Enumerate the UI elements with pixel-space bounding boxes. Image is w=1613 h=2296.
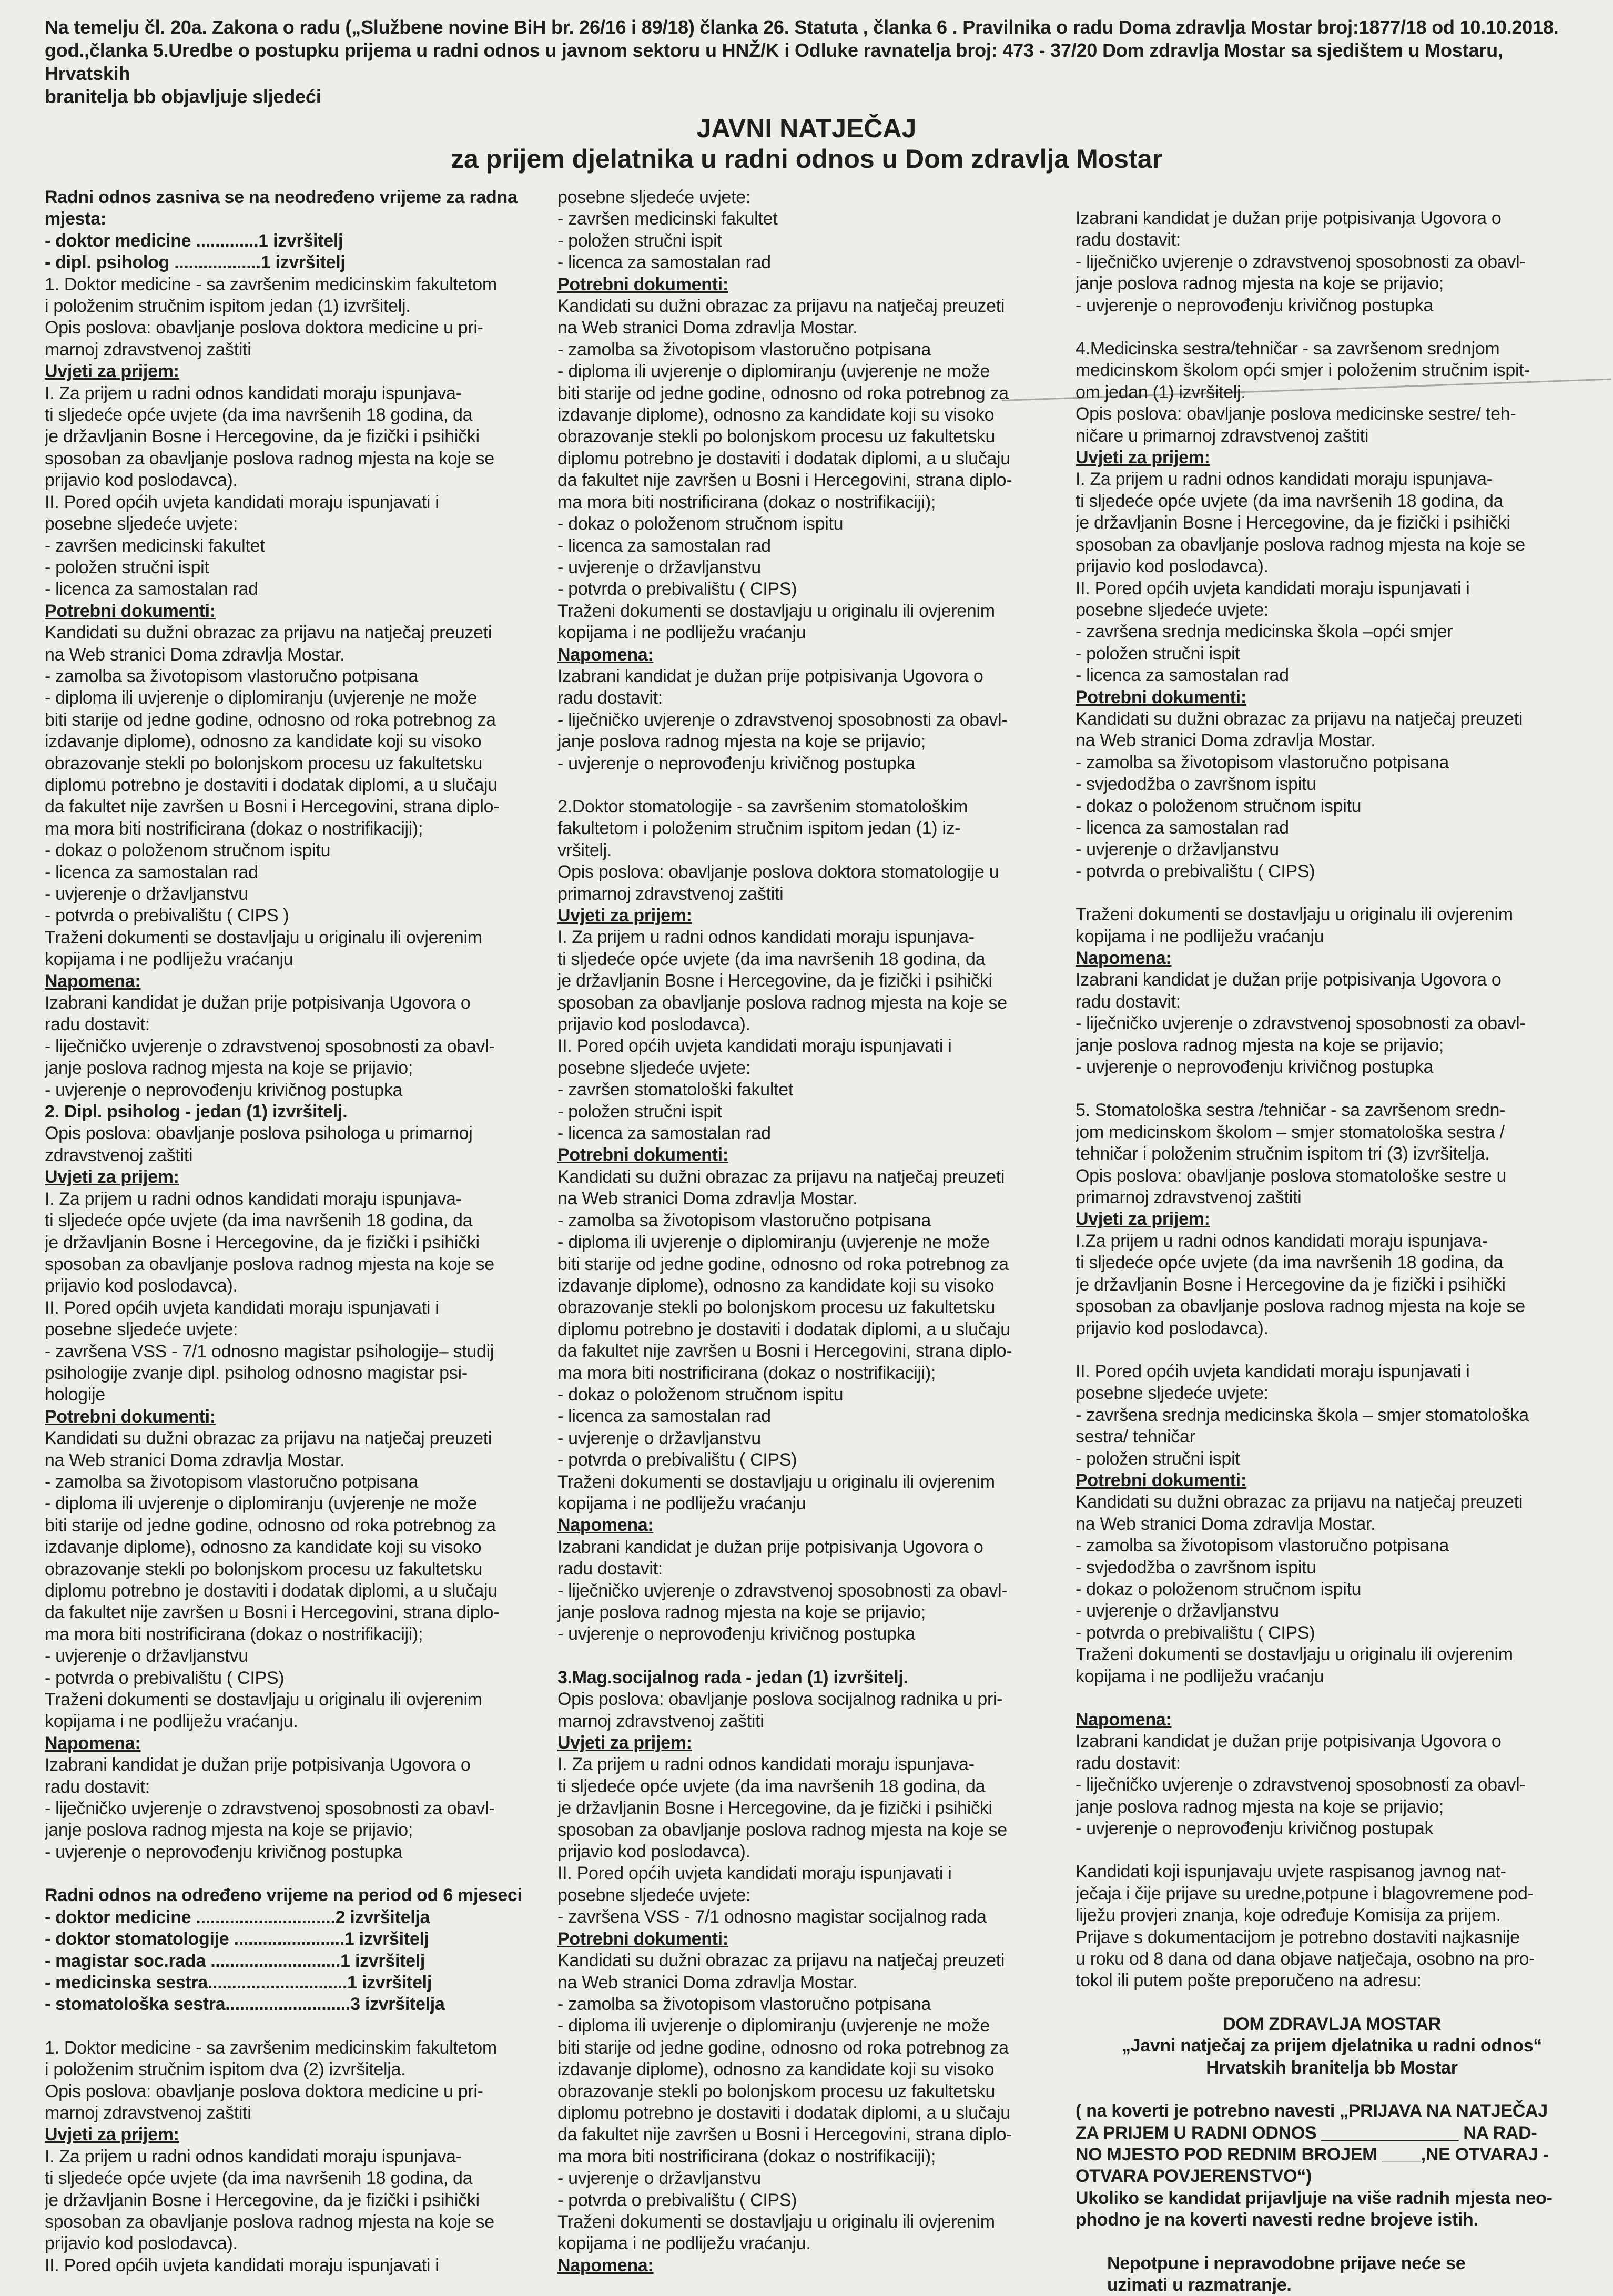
text-line: - zamolba sa životopisom vlastoručno potpisana	[557, 339, 931, 360]
text-line: II. Pored općih uvjeta kandidati moraju ispunjavati i	[45, 492, 439, 512]
text-line: - dokaz o položenom stručnom ispitu	[1076, 1579, 1362, 1599]
text-line: sposoban za obavljanje poslova radnog mjesta na koje se	[1076, 1296, 1525, 1317]
text-line: - uvjerenje o neprovođenju krivičnog postupka	[1076, 1057, 1434, 1078]
text-line: - diploma ili uvjerenje o diplomiranju (uvjerenje ne može	[557, 2016, 990, 2036]
section-heading: Napomena:	[557, 644, 654, 665]
text-line: ma mora biti nostrificirana (dokaz o nostrifikaciji);	[557, 2146, 936, 2167]
text-line: zdravstvenoj zaštiti	[45, 1145, 193, 1165]
text-line: - doktor medicine .............1 izvršitelj	[45, 230, 343, 251]
text-line: biti starije od jedne godine, odnosno od roka potrebnog za	[45, 709, 496, 730]
text-line: Opis poslova: obavljanje poslova doktora medicine u pri-	[45, 2081, 483, 2101]
text-line: Kandidati su dužni obrazac za prijavu na natječaj preuzeti	[557, 296, 1005, 317]
text-line: - položen stručni ispit	[1076, 1448, 1240, 1469]
text-line: obrazovanje stekli po bolonjskom procesu uz fakultetsku	[557, 2081, 996, 2101]
text-line: Radni odnos na određeno vrijeme na period od 6 mjeseci	[45, 1885, 522, 1906]
section-heading: Uvjeti za prijem:	[45, 2125, 179, 2145]
text-line: da fakultet nije završen u Bosni i Hercegovini, strana diplo-	[557, 470, 1012, 491]
text-line: primarnoj zdravstvenoj zaštiti	[1076, 1187, 1302, 1208]
text-line: diplomu potrebno je dostaviti i dodatak diplomi, a u slučaju	[557, 2102, 1010, 2123]
text-line: sposoban za obavljanje poslova radnog mjesta na koje se	[45, 1254, 494, 1274]
text-line: - dokaz o položenom stručnom ispitu	[557, 1384, 844, 1405]
text-line: janje poslova radnog mjesta na koje se prijavio;	[45, 1820, 413, 1841]
text-line: uzimati u razmatranje.	[1107, 2274, 1292, 2295]
text-line: I. Za prijem u radni odnos kandidati moraju ispunjava-	[45, 1188, 462, 1209]
text-line: - svjedodžba o završnom ispitu	[1076, 774, 1316, 795]
text-line: ničare u primarnoj zdravstvenoj zaštiti	[1076, 425, 1369, 446]
text-line: obrazovanje stekli po bolonjskom procesu uz fakultetsku	[557, 426, 996, 447]
text-line: sposoban za obavljanje poslova radnog mjesta na koje se	[557, 992, 1007, 1013]
text-line: - uvjerenje o državljanstvu	[557, 2168, 761, 2189]
paragraph-gap	[1076, 1992, 1588, 2014]
text-line: - završen medicinski fakultet	[557, 209, 778, 229]
text-line: kopijama i ne podliježu vraćanju	[557, 623, 806, 643]
text-line: - dokaz o položenom stručnom ispitu	[1076, 796, 1362, 816]
section-heading: Uvjeti za prijem:	[557, 1733, 692, 1753]
paragraph-gap	[1076, 1688, 1588, 1709]
text-line: je državljanin Bosne i Hercegovine, da je fizički i psihički	[45, 2190, 480, 2210]
title-main: JAVNI NATJEČAJ	[696, 114, 917, 143]
text-line: prijavio kod poslodavca).	[557, 1014, 750, 1035]
section-heading: Uvjeti za prijem:	[45, 361, 179, 382]
text-line: Kandidati su dužni obrazac za prijavu na natječaj preuzeti	[45, 623, 492, 643]
text-line: da fakultet nije završen u Bosni i Hercegovini, strana diplo-	[557, 2125, 1012, 2145]
text-line: radu dostavit:	[45, 1776, 150, 1797]
text-line: 4.Medicinska sestra/tehničar - sa završenom srednjom	[1076, 339, 1500, 359]
text-line: sposoban za obavljanje poslova radnog mjesta na koje se	[45, 2211, 494, 2232]
text-line: i položenim stručnim ispitom dva (2) izvršitelja.	[45, 2059, 406, 2080]
text-line: - završena VSS - 7/1 odnosno magistar psihologije– studij	[45, 1341, 494, 1362]
section-heading: Uvjeti za prijem:	[557, 906, 692, 926]
text-line: ječaja i čije prijave su uredne,potpune i blagovremene pod-	[1076, 1883, 1534, 1904]
text-line: „Javni natječaj za prijem djelatnika u radni odnos“	[1121, 2036, 1543, 2056]
text-line: prijavio kod poslodavca).	[557, 1842, 750, 1862]
text-line: Kandidati su dužni obrazac za prijavu na natječaj preuzeti	[557, 1166, 1005, 1187]
text-line: Izabrani kandidat je dužan prije potpisivanja Ugovora o	[45, 1755, 471, 1775]
text-line: prijavio kod poslodavca).	[1076, 1318, 1269, 1338]
text-line: - licenca za samostalan rad	[557, 252, 771, 273]
text-line: OTVARA POVJERENSTVO“)	[1076, 2166, 1312, 2187]
text-line: - doktor medicine .............................2 izvršitelja	[45, 1907, 430, 1927]
text-line: posebne sljedeće uvjete:	[557, 1885, 751, 1905]
text-line: diplomu potrebno je dostaviti i dodatak diplomi, a u slučaju	[45, 775, 498, 795]
text-line: jom medicinskom školom – smjer stomatološka sestra /	[1076, 1122, 1505, 1142]
text-line: Prijave s dokumentacijom je potrebno dostaviti najkasnije	[1076, 1927, 1520, 1947]
text-line: sposoban za obavljanje poslova radnog mjesta na koje se	[45, 448, 494, 469]
text-line: da fakultet nije završen u Bosni i Hercegovini, strana diplo-	[45, 1602, 500, 1623]
section-heading: Potrebni dokumenti:	[557, 274, 728, 294]
text-line: - uvjerenje o državljanstvu	[557, 1428, 761, 1448]
legal-basis-intro	[45, 16, 1565, 108]
text-line: - liječničko uvjerenje o zdravstvenoj sposobnosti za obavl-	[1076, 1775, 1526, 1795]
paragraph-gap	[1076, 1840, 1588, 1861]
text-line: janje poslova radnog mjesta na koje se prijavio;	[1076, 1796, 1444, 1817]
section-heading: Napomena:	[1076, 948, 1172, 968]
text-line: I. Za prijem u radni odnos kandidati moraju ispunjava-	[557, 927, 975, 948]
text-line: 5. Stomatološka sestra /tehničar - sa završenom sredn-	[1076, 1100, 1506, 1121]
text-line: - zamolba sa životopisom vlastoručno potpisana	[1076, 752, 1449, 773]
text-line: je državljanin Bosne i Hercegovine, da je fizički i psihički	[1076, 513, 1510, 533]
section-heading: Uvjeti za prijem:	[1076, 448, 1210, 468]
paragraph-gap	[1076, 1078, 1588, 1100]
text-line: - diploma ili uvjerenje o diplomiranju (uvjerenje ne može	[45, 1494, 477, 1514]
text-line: posebne sljedeće uvjete:	[1076, 600, 1269, 620]
text-line: Nepotpune i nepravodobne prijave neće se	[1107, 2253, 1466, 2273]
text-line: I.Za prijem u radni odnos kandidati moraju ispunjava-	[1076, 1231, 1488, 1251]
text-line: izdavanje diplome), odnosno za kandidate koji su visoko	[557, 2059, 995, 2080]
text-line: - potvrda o prebivalištu ( CIPS)	[1076, 1622, 1315, 1643]
text-line: - stomatološka sestra..........................3 izvršitelja	[45, 1994, 445, 2015]
text-line: prijavio kod poslodavca).	[45, 1276, 238, 1296]
text-line: - potvrda o prebivalištu ( CIPS)	[557, 1450, 797, 1470]
text-line: - položen stručni ispit	[1076, 643, 1240, 664]
text-line: - potvrda o prebivalištu ( CIPS)	[1076, 861, 1315, 881]
text-line: - uvjerenje o državljanstvu	[45, 1646, 248, 1667]
column-2	[557, 187, 1065, 2277]
text-line: - zamolba sa životopisom vlastoručno potpisana	[45, 1471, 419, 1492]
text-line: kopijama i ne podliježu vraćanju.	[557, 2233, 811, 2254]
paragraph-gap	[45, 2016, 550, 2037]
text-line: II. Pored općih uvjeta kandidati moraju ispunjavati i	[45, 1297, 439, 1318]
text-line: ( na koverti je potrebno navesti „PRIJAVA NA NATJEČAJ	[1076, 2101, 1548, 2121]
section-heading: Potrebni dokumenti:	[557, 1928, 728, 1949]
text-line: - dipl. psiholog ..................1 izvršitelj	[45, 252, 346, 273]
text-line: kopijama i ne podliježu vraćanju	[557, 1493, 806, 1513]
text-line: - diploma ili uvjerenje o diplomiranju (uvjerenje ne može	[45, 688, 477, 708]
text-line: II. Pored općih uvjeta kandidati moraju ispunjavati i	[557, 1036, 952, 1056]
text-line: radu dostavit:	[1076, 230, 1181, 250]
text-line: posebne sljedeće uvjete:	[45, 514, 238, 534]
text-line: posebne sljedeće uvjete:	[557, 187, 751, 207]
section-heading: Napomena:	[45, 971, 141, 991]
text-line: II. Pored općih uvjeta kandidati moraju ispunjavati i	[557, 1863, 952, 1884]
text-line: biti starije od jedne godine, odnosno od roka potrebnog za	[557, 2037, 1009, 2058]
text-line: Kandidati su dužni obrazac za prijavu na natječaj preuzeti	[1076, 1492, 1523, 1512]
text-line: II. Pored općih uvjeta kandidati moraju ispunjavati i	[1076, 578, 1470, 598]
text-line: - licenca za samostalan rad	[557, 535, 771, 556]
text-line: marnoj zdravstvenoj zaštiti	[45, 339, 251, 360]
text-line: - završen stomatološki fakultet	[557, 1080, 793, 1100]
text-line: posebne sljedeće uvjete:	[45, 1319, 238, 1340]
intro-line: god.,članka 5.Uredbe o postupku prijema u radni odnos u javnom sektoru u HNŽ/K i Odluke ravnatelja broj: 473 - 37/20 Dom zdravlja Mostar sa sjedištem u Mostaru, Hrvatskih	[45, 39, 1503, 84]
text-line: 3.Mag.socijalnog rada - jedan (1) izvršitelj.	[557, 1667, 908, 1688]
text-line: - položen stručni ispit	[557, 1101, 722, 1122]
text-line: - diploma ili uvjerenje o diplomiranju (uvjerenje ne može	[557, 361, 990, 382]
text-line: - doktor stomatologije .......................1 izvršitelj	[45, 1929, 429, 1949]
announcement-title	[0, 113, 1613, 174]
text-line: psihologije zvanje dipl. psiholog odnosno magistar psi-	[45, 1363, 468, 1383]
text-line: 2.Doktor stomatologije - sa završenim stomatološkim	[557, 796, 968, 817]
section-heading: Napomena:	[557, 1515, 654, 1536]
column-3	[1076, 208, 1588, 2296]
section-heading: Napomena:	[45, 1733, 141, 1753]
text-line: prijavio kod poslodavca).	[45, 470, 238, 491]
text-line: u roku od 8 dana od dana objave natječaja, osobno na pro-	[1076, 1949, 1535, 1969]
text-line: - medicinska sestra.............................1 izvršitelj	[45, 1972, 432, 1993]
text-line: Opis poslova: obavljanje poslova medicinske sestre/ teh-	[1076, 404, 1516, 424]
text-line: janje poslova radnog mjesta na koje se prijavio;	[45, 1058, 413, 1079]
text-line: ma mora biti nostrificirana (dokaz o nostrifikaciji);	[557, 1363, 936, 1383]
text-line: Traženi dokumenti se dostavljaju u originalu ili ovjerenim	[557, 2211, 995, 2232]
text-line: ma mora biti nostrificirana (dokaz o nostrifikaciji);	[45, 1624, 423, 1644]
text-line: II. Pored općih uvjeta kandidati moraju ispunjavati i	[1076, 1361, 1470, 1381]
text-line: - licenca za samostalan rad	[45, 579, 258, 600]
text-line: da fakultet nije završen u Bosni i Hercegovini, strana diplo-	[45, 797, 500, 817]
paragraph-gap	[557, 775, 1065, 796]
text-line: - zamolba sa životopisom vlastoručno potpisana	[557, 1994, 931, 2014]
text-line: Opis poslova: obavljanje poslova doktora stomatologije u	[557, 862, 999, 882]
section-heading: Napomena:	[557, 2255, 654, 2275]
text-line: - potvrda o prebivalištu ( CIPS)	[557, 579, 797, 600]
text-line: - uvjerenje o državljanstvu	[557, 557, 761, 577]
text-line: - uvjerenje o državljanstvu	[1076, 1601, 1279, 1621]
text-line: radu dostavit:	[557, 688, 663, 708]
column-1	[45, 187, 550, 2277]
text-line: ma mora biti nostrificirana (dokaz o nostrifikaciji);	[45, 818, 423, 839]
text-line: - licenca za samostalan rad	[1076, 817, 1289, 838]
paragraph-gap	[1076, 882, 1588, 904]
text-line: - zamolba sa životopisom vlastoručno potpisana	[45, 666, 419, 686]
text-line: kopijama i ne podliježu vraćanju	[1076, 926, 1324, 947]
text-line: Kandidati koji ispunjavaju uvjete raspisanog javnog nat-	[1076, 1862, 1506, 1882]
text-line: na Web stranici Doma zdravlja Mostar.	[557, 1972, 858, 1993]
text-line: biti starije od jedne godine, odnosno od roka potrebnog za	[45, 1515, 496, 1536]
text-line: kopijama i ne podliježu vraćanju	[45, 949, 293, 970]
text-line: da fakultet nije završen u Bosni i Hercegovini, strana diplo-	[557, 1341, 1012, 1362]
text-line: na Web stranici Doma zdravlja Mostar.	[557, 318, 858, 338]
text-line: je državljanin Bosne i Hercegovine da je fizički i psihički	[1076, 1274, 1506, 1295]
text-line: izdavanje diplome), odnosno za kandidate koji su visoko	[45, 732, 482, 752]
text-line: - zamolba sa životopisom vlastoručno potpisana	[557, 1210, 931, 1231]
section-heading: Potrebni dokumenti:	[45, 601, 216, 621]
text-line: obrazovanje stekli po bolonjskom procesu uz fakultetsku	[45, 1559, 483, 1579]
text-line: je državljanin Bosne i Hercegovine, da je fizički i psihički	[45, 1232, 480, 1253]
text-line: I. Za prijem u radni odnos kandidati moraju ispunjava-	[1076, 469, 1493, 490]
text-line: janje poslova radnog mjesta na koje se prijavio;	[557, 1602, 926, 1622]
text-line: Radni odnos zasniva se na neodređeno vrijeme za radna	[45, 187, 518, 207]
text-line: kopijama i ne podliježu vraćanju.	[45, 1711, 298, 1732]
text-line: - liječničko uvjerenje o zdravstvenoj sposobnosti za obavl-	[45, 1036, 495, 1056]
text-line: Izabrani kandidat je dužan prije potpisivanja Ugovora o	[1076, 1731, 1502, 1752]
text-line: - završen medicinski fakultet	[45, 535, 265, 556]
paragraph-gap	[1076, 2231, 1588, 2253]
text-line: - licenca za samostalan rad	[1076, 665, 1289, 686]
text-line: - završena srednja medicinska škola – smjer stomatološka	[1076, 1405, 1529, 1425]
text-line: om jedan (1) izvršitelj.	[1076, 382, 1246, 402]
text-line: - liječničko uvjerenje o zdravstvenoj sposobnosti za obavl-	[557, 709, 1008, 730]
text-line: biti starije od jedne godine, odnosno od roka potrebnog za	[557, 1254, 1009, 1274]
text-line: obrazovanje stekli po bolonjskom procesu uz fakultetsku	[557, 1297, 996, 1318]
text-line: posebne sljedeće uvjete:	[1076, 1383, 1269, 1404]
text-line: Traženi dokumenti se dostavljaju u originalu ili ovjerenim	[1076, 905, 1513, 925]
title-subtitle: za prijem djelatnika u radni odnos u Dom zdravlja Mostar	[450, 144, 1163, 174]
text-line: radu dostavit:	[1076, 991, 1181, 1012]
text-line: je državljanin Bosne i Hercegovine, da je fizički i psihički	[45, 426, 480, 447]
text-line: Opis poslova: obavljanje poslova psihologa u primarnoj	[45, 1123, 473, 1144]
text-line: - uvjerenje o državljanstvu	[1076, 839, 1279, 860]
text-line: Kandidati su dužni obrazac za prijavu na natječaj preuzeti	[557, 1950, 1005, 1971]
text-line: primarnoj zdravstvenoj zaštiti	[557, 883, 784, 904]
text-line: Kandidati su dužni obrazac za prijavu na natječaj preuzeti	[45, 1428, 492, 1449]
text-line: ti sljedeće opće uvjete (da ima navršenih 18 godina, da	[45, 1211, 473, 1231]
text-line: Kandidati su dužni obrazac za prijavu na natječaj preuzeti	[1076, 708, 1523, 729]
text-line: - završena srednja medicinska škola –opći smjer	[1076, 622, 1453, 642]
text-line: posebne sljedeće uvjete:	[557, 1058, 751, 1078]
text-line: - licenca za samostalan rad	[557, 1406, 771, 1427]
text-line: izdavanje diplome), odnosno za kandidate koji su visoko	[557, 1275, 995, 1296]
text-line: liježu provjeri znanja, koje određuje Komisija za prijem.	[1076, 1905, 1501, 1926]
text-line: prijavio kod poslodavca).	[45, 2233, 238, 2254]
text-line: kopijama i ne podliježu vraćanju	[1076, 1666, 1324, 1687]
text-line: Izabrani kandidat je dužan prije potpisivanja Ugovora o	[1076, 970, 1502, 990]
text-line: radu dostavit:	[45, 1014, 150, 1035]
text-line: - uvjerenje o neprovođenju krivičnog postupka	[1076, 295, 1434, 316]
text-line: medicinskom školom opći smjer i položenim stručnim ispit-	[1076, 360, 1530, 381]
text-line: diplomu potrebno je dostaviti i dodatak diplomi, a u slučaju	[557, 1319, 1010, 1339]
text-line: - liječničko uvjerenje o zdravstvenoj sposobnosti za obavl-	[1076, 1013, 1526, 1034]
text-line: 1. Doktor medicine - sa završenim medicinskim fakultetom	[45, 274, 497, 294]
text-line: na Web stranici Doma zdravlja Mostar.	[557, 1188, 858, 1209]
paragraph-gap	[1076, 317, 1588, 338]
text-line: na Web stranici Doma zdravlja Mostar.	[1076, 1513, 1376, 1534]
text-line: 2. Dipl. psiholog - jedan (1) izvršitelj.	[45, 1102, 348, 1122]
text-line: - potvrda o prebivalištu ( CIPS)	[45, 1668, 285, 1688]
intro-line: branitelja bb objavljuje sljedeći	[45, 86, 321, 107]
text-line: marnoj zdravstvenoj zaštiti	[557, 1711, 764, 1731]
text-line: marnoj zdravstvenoj zaštiti	[45, 2102, 251, 2123]
paragraph-gap	[45, 1863, 550, 1885]
text-line: I. Za prijem u radni odnos kandidati moraju ispunjava-	[557, 1754, 975, 1775]
text-line: - uvjerenje o neprovođenju krivičnog postupka	[45, 1080, 403, 1100]
text-line: - liječničko uvjerenje o zdravstvenoj sposobnosti za obavl-	[1076, 251, 1526, 272]
section-heading: Potrebni dokumenti:	[45, 1406, 216, 1427]
text-line: prijavio kod poslodavca).	[1076, 556, 1269, 577]
text-line: - licenca za samostalan rad	[557, 1123, 771, 1144]
text-line: - potvrda o prebivalištu ( CIPS)	[557, 2190, 797, 2210]
text-line: ZA PRIJEM U RADNI ODNOS ______________ NA RAD-	[1076, 2122, 1537, 2143]
text-line: - uvjerenje o neprovođenju krivičnog postupak	[1076, 1818, 1434, 1839]
text-line: Traženi dokumenti se dostavljaju u originalu ili ovjerenim	[45, 1690, 482, 1710]
text-line: obrazovanje stekli po bolonjskom procesu uz fakultetsku	[45, 753, 483, 774]
text-line: phodno je na koverti navesti redne brojeve istih.	[1076, 2210, 1478, 2230]
text-line: na Web stranici Doma zdravlja Mostar.	[45, 1450, 345, 1470]
text-line: janje poslova radnog mjesta na koje se prijavio;	[1076, 273, 1444, 294]
text-line: DOM ZDRAVLJA MOSTAR	[1223, 2014, 1441, 2034]
text-line: - liječničko uvjerenje o zdravstvenoj sposobnosti za obavl-	[557, 1580, 1008, 1601]
text-line: - svjedodžba o završnom ispitu	[1076, 1557, 1316, 1578]
text-line: vršitelj.	[557, 840, 612, 860]
text-line: I. Za prijem u radni odnos kandidati moraju ispunjava-	[45, 383, 462, 403]
section-heading: Uvjeti za prijem:	[45, 1167, 179, 1187]
intro-line: Na temelju čl. 20a. Zakona o radu („Službene novine BiH br. 26/16 i 89/18) članka 26. Statuta , članka 6 . Pravilnika o radu Doma zdravlja Mostar broj:1877/18 od 10.10.2018.	[45, 16, 1559, 38]
section-heading: Uvjeti za prijem:	[1076, 1209, 1210, 1230]
text-line: Traženi dokumenti se dostavljaju u originalu ili ovjerenim	[45, 927, 482, 948]
text-line: sestra/ tehničar	[1076, 1427, 1195, 1447]
text-line: radu dostavit:	[557, 1559, 663, 1579]
text-line: Izabrani kandidat je dužan prije potpisivanja Ugovora o	[1076, 208, 1502, 228]
paragraph-gap	[557, 1645, 1065, 1667]
text-line: i položenim stručnim ispitom jedan (1) izvršitelj.	[45, 296, 411, 317]
text-line: biti starije od jedne godine, odnosno od roka potrebnog za	[557, 383, 1009, 403]
text-line: - uvjerenje o državljanstvu	[45, 884, 248, 904]
text-line: ma mora biti nostrificirana (dokaz o nostrifikaciji);	[557, 492, 936, 512]
text-line: II. Pored općih uvjeta kandidati moraju ispunjavati i	[45, 2255, 439, 2275]
text-line: Opis poslova: obavljanje poslova doktora medicine u pri-	[45, 318, 483, 338]
text-line: - položen stručni ispit	[557, 230, 722, 251]
text-line: NO MJESTO POD REDNIM BROJEM ____,NE OTVARAJ -	[1076, 2144, 1549, 2165]
text-line: janje poslova radnog mjesta na koje se prijavio;	[557, 732, 926, 752]
section-heading: Napomena:	[1076, 1710, 1172, 1730]
text-line: radu dostavit:	[1076, 1753, 1181, 1773]
text-line: - magistar soc.rada ...........................1 izvršitelj	[45, 1950, 425, 1971]
text-line: - diploma ili uvjerenje o diplomiranju (uvjerenje ne može	[557, 1232, 990, 1253]
text-line: je državljanin Bosne i Hercegovine, da je fizički i psihički	[557, 971, 992, 991]
text-line: izdavanje diplome), odnosno za kandidate koji su visoko	[557, 405, 995, 425]
text-line: Hrvatskih branitelja bb Mostar	[1206, 2057, 1458, 2078]
text-line: - uvjerenje o neprovođenju krivičnog postupka	[45, 1842, 403, 1862]
paragraph-gap	[1076, 2079, 1588, 2100]
text-line: - dokaz o položenom stručnom ispitu	[45, 840, 331, 861]
text-line: - položen stručni ispit	[45, 557, 209, 577]
text-line: ti sljedeće opće uvjete (da ima navršenih 18 godina, da	[45, 2168, 473, 2189]
text-line: I. Za prijem u radni odnos kandidati moraju ispunjava-	[45, 2146, 462, 2167]
text-line: hologije	[45, 1385, 105, 1405]
text-line: ti sljedeće opće uvjete (da ima navršenih 18 godina, da	[557, 1776, 986, 1796]
text-line: - zamolba sa životopisom vlastoručno potpisana	[1076, 1536, 1449, 1556]
text-line: ti sljedeće opće uvjete (da ima navršenih 18 godina, da	[45, 405, 473, 425]
section-heading: Potrebni dokumenti:	[1076, 1470, 1246, 1490]
text-line: Ukoliko se kandidat prijavljuje na više radnih mjesta neo-	[1076, 2188, 1553, 2208]
section-heading: Potrebni dokumenti:	[557, 1145, 728, 1165]
text-line: na Web stranici Doma zdravlja Mostar.	[1076, 730, 1376, 751]
text-line: tokol ili putem pošte preporučeno na adresu:	[1076, 1970, 1422, 1991]
text-line: ti sljedeće opće uvjete (da ima navršenih 18 godina, da	[1076, 491, 1504, 511]
text-line: 1. Doktor medicine - sa završenim medicinskim fakultetom	[45, 2037, 497, 2058]
text-line: fakultetom i položenim stručnim ispitom jedan (1) iz-	[557, 818, 961, 839]
paragraph-gap	[1076, 1339, 1588, 1361]
text-line: janje poslova radnog mjesta na koje se prijavio;	[1076, 1035, 1444, 1055]
text-line: izdavanje diplome), odnosno za kandidate koji su visoko	[45, 1537, 482, 1558]
text-line: - uvjerenje o neprovođenju krivičnog postupka	[557, 753, 916, 774]
section-heading: Potrebni dokumenti:	[1076, 687, 1246, 707]
text-line: ti sljedeće opće uvjete (da ima navršenih 18 godina, da	[557, 949, 986, 969]
text-line: ti sljedeće opće uvjete (da ima navršenih 18 godina, da	[1076, 1253, 1504, 1273]
text-line: - završena VSS - 7/1 odnosno magistar socijalnog rada	[557, 1907, 987, 1927]
text-line: - dokaz o položenom stručnom ispitu	[557, 514, 844, 534]
text-line: sposoban za obavljanje poslova radnog mjesta na koje se	[557, 1820, 1007, 1840]
text-line: Izabrani kandidat je dužan prije potpisivanja Ugovora o	[45, 993, 471, 1013]
text-line: Opis poslova: obavljanje poslova stomatološke sestre u	[1076, 1165, 1507, 1186]
text-line: mjesta:	[45, 209, 106, 229]
text-line: - uvjerenje o neprovođenju krivičnog postupka	[557, 1624, 916, 1644]
text-line: tehničar i položenim stručnim ispitom tri (3) izvršitelja.	[1076, 1144, 1490, 1164]
text-line: diplomu potrebno je dostaviti i dodatak diplomi, a u slučaju	[45, 1581, 498, 1601]
text-line: Traženi dokumenti se dostavljaju u originalu ili ovjerenim	[557, 1471, 995, 1492]
text-line: - potvrda o prebivalištu ( CIPS )	[45, 906, 289, 926]
text-line: je državljanin Bosne i Hercegovine, da je fizički i psihički	[557, 1798, 992, 1818]
text-line: na Web stranici Doma zdravlja Mostar.	[45, 644, 345, 665]
text-line: - liječničko uvjerenje o zdravstvenoj sposobnosti za obavl-	[45, 1799, 495, 1819]
text-line: Traženi dokumenti se dostavljaju u originalu ili ovjerenim	[557, 601, 995, 621]
text-line: - licenca za samostalan rad	[45, 862, 258, 882]
text-line: Izabrani kandidat je dužan prije potpisivanja Ugovora o	[557, 666, 983, 686]
text-line: sposoban za obavljanje poslova radnog mjesta na koje se	[1076, 534, 1525, 555]
text-line: Izabrani kandidat je dužan prije potpisivanja Ugovora o	[557, 1537, 983, 1557]
text-line: Opis poslova: obavljanje poslova socijalnog radnika u pri-	[557, 1689, 1003, 1710]
text-line: diplomu potrebno je dostaviti i dodatak diplomi, a u slučaju	[557, 448, 1010, 469]
text-line: Traženi dokumenti se dostavljaju u originalu ili ovjerenim	[1076, 1644, 1513, 1665]
